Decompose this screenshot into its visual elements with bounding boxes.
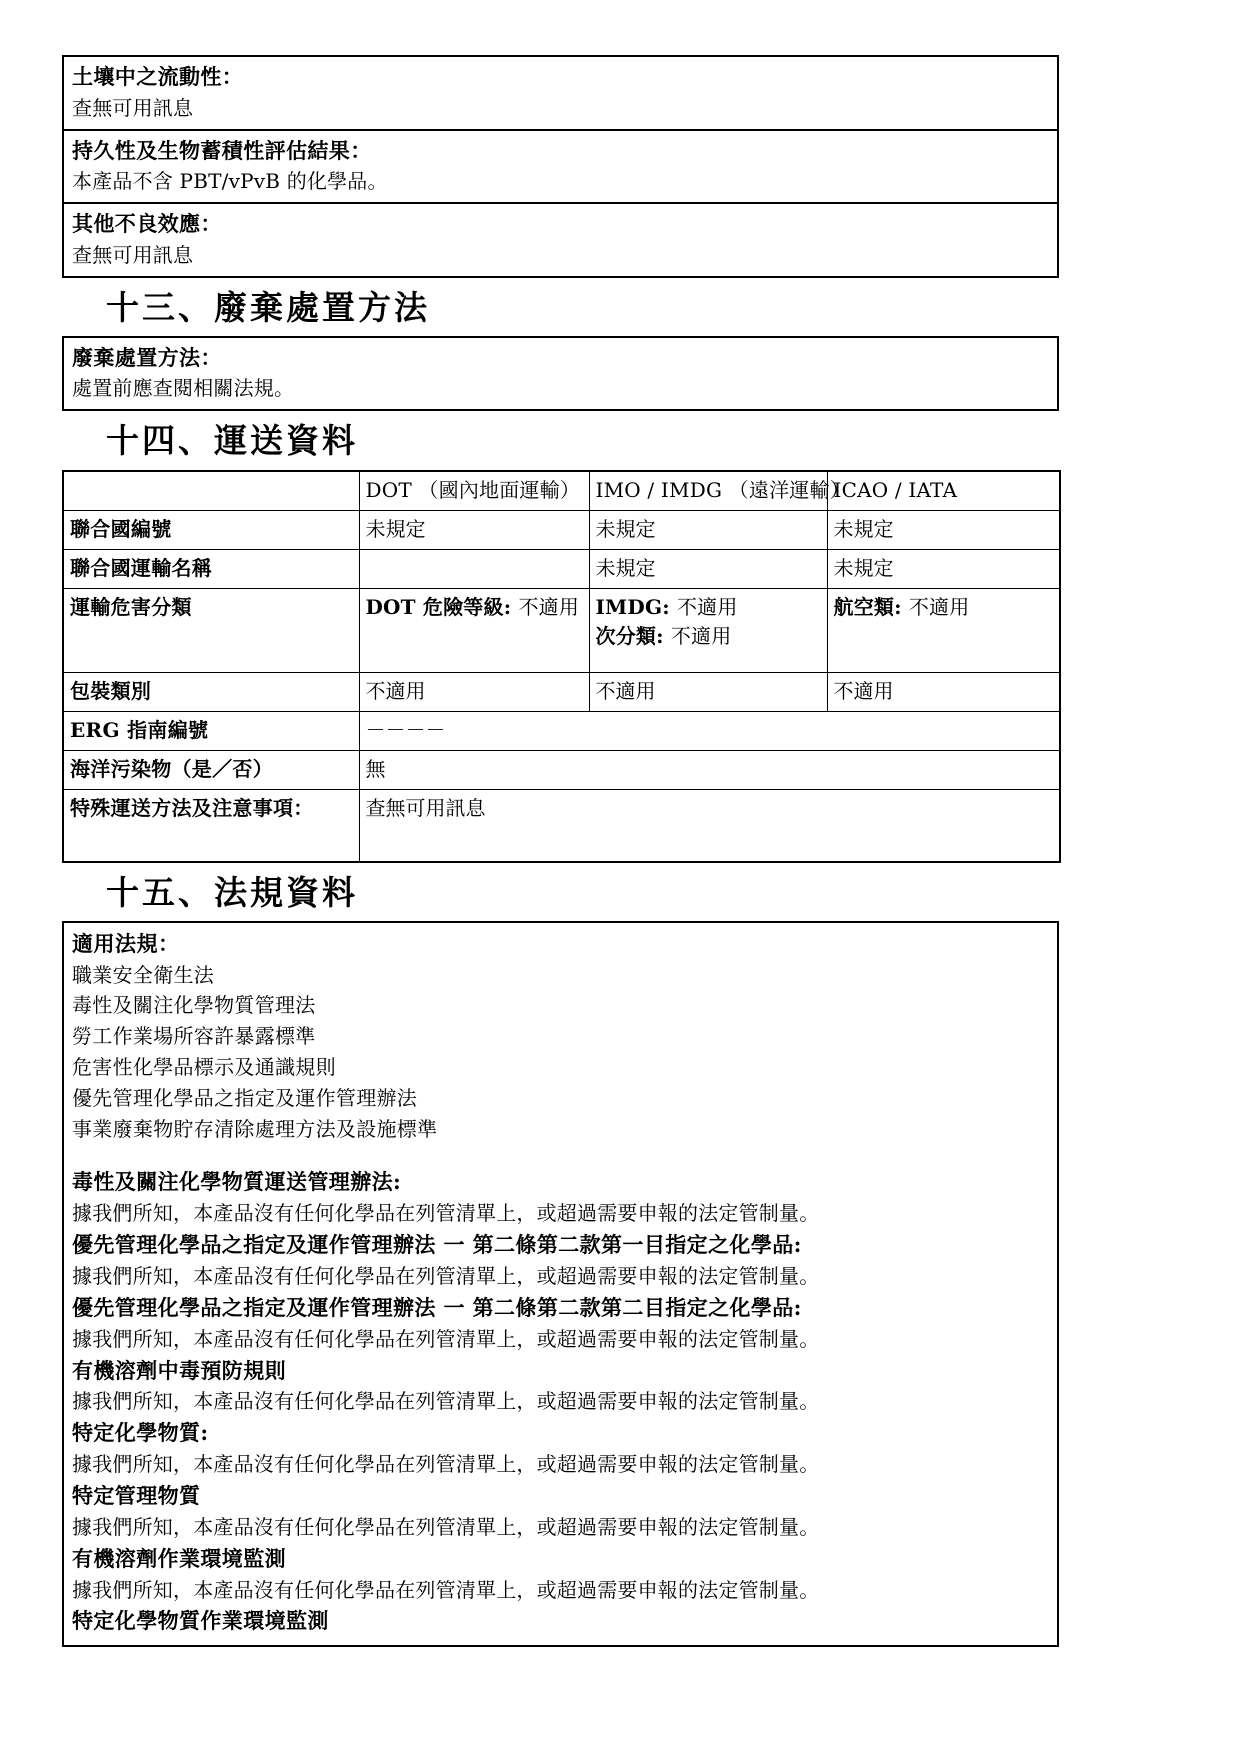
pbt-assessment-block xyxy=(62,131,1059,205)
soil-mobility-body: 查無可用訊息 xyxy=(72,95,194,120)
row-label-un-number: 聯合國編號 xyxy=(63,510,359,549)
ecological-info-blocks xyxy=(62,55,1059,278)
header-blank-cell xyxy=(63,471,359,511)
imdg-class-key: IMDG: xyxy=(595,594,670,619)
cell-marine-pollutant-value: 無 xyxy=(359,750,1060,789)
table-row xyxy=(63,549,1060,588)
transport-info-table xyxy=(62,470,1061,863)
cell-packing-group-dot: 不適用 xyxy=(359,672,589,711)
list-item: 事業廢棄物貯存清除處理方法及設施標準 xyxy=(72,1116,438,1141)
table-row xyxy=(63,750,1060,789)
icao-class-value: 不適用 xyxy=(908,594,970,619)
regulation-heading: 有機溶劑中毒預防規則 xyxy=(72,1357,286,1383)
pbt-assessment-body: 本產品不含 PBT/vPvB 的化學品。 xyxy=(72,169,388,193)
cell-special-transport-value: 查無可用訊息 xyxy=(359,789,1060,862)
regulation-answer: 據我們所知，本產品沒有任何化學品在列管清單上，或超過需要申報的法定管制量。 xyxy=(72,1201,820,1226)
paragraph-spacer xyxy=(72,1144,1049,1166)
disposal-method-body: 處置前應查閱相關法規。 xyxy=(72,376,295,401)
pbt-assessment-title: 持久性及生物蓄積性評估結果： xyxy=(72,137,372,163)
table-row xyxy=(63,672,1060,711)
table-row xyxy=(63,789,1060,862)
other-adverse-effects-title: 其他不良效應： xyxy=(72,211,222,236)
header-dot: DOT （國內地面運輸） xyxy=(359,471,589,511)
section-14-heading: 十四、運送資料 xyxy=(106,421,358,461)
cell-un-number-imdg: 未規定 xyxy=(589,510,827,549)
cell-shipping-name-dot xyxy=(359,549,589,588)
regulation-answer: 據我們所知，本產品沒有任何化學品在列管清單上，或超過需要申報的法定管制量。 xyxy=(72,1389,820,1414)
regulation-answer: 據我們所知，本產品沒有任何化學品在列管清單上，或超過需要申報的法定管制量。 xyxy=(72,1264,820,1289)
disposal-method-title: 廢棄處置方法： xyxy=(72,344,222,370)
row-label-packing-group: 包裝類別 xyxy=(63,672,359,711)
row-label-marine-pollutant: 海洋污染物（是／否） xyxy=(63,750,359,789)
list-item: 危害性化學品標示及通識規則 xyxy=(72,1055,336,1080)
regulation-heading: 特定化學物質: xyxy=(72,1420,209,1446)
regulation-answer: 據我們所知，本產品沒有任何化學品在列管清單上，或超過需要申報的法定管制量。 xyxy=(72,1452,820,1477)
dot-class-key: DOT 危險等級: xyxy=(365,594,512,619)
list-item: 職業安全衛生法 xyxy=(72,962,215,987)
icao-class-key: 航空類: xyxy=(833,594,902,619)
header-imdg: IMO / IMDG （遠洋運輸） xyxy=(589,471,827,511)
imdg-subclass-value: 不適用 xyxy=(670,623,732,648)
row-label-un-shipping-name: 聯合國運輸名稱 xyxy=(63,549,359,588)
other-adverse-effects-block xyxy=(62,204,1059,278)
regulation-heading: 優先管理化學品之指定及運作管理辦法 一 第二條第二款第一目指定之化學品: xyxy=(72,1232,802,1258)
imdg-subclass-key: 次分類: xyxy=(595,623,664,648)
cell-hazard-class-dot xyxy=(359,588,589,672)
applicable-laws-title: 適用法規： xyxy=(72,930,180,956)
section-13-heading: 十三、廢棄處置方法 xyxy=(106,287,430,327)
cell-shipping-name-imdg: 未規定 xyxy=(589,549,827,588)
cell-un-number-dot: 未規定 xyxy=(359,510,589,549)
imdg-class-value: 不適用 xyxy=(676,594,738,619)
regulation-answer: 據我們所知，本產品沒有任何化學品在列管清單上，或超過需要申報的法定管制量。 xyxy=(72,1514,820,1539)
cell-hazard-class-imdg xyxy=(589,588,827,672)
soil-mobility-title: 土壤中之流動性： xyxy=(72,64,244,89)
cell-un-number-icao: 未規定 xyxy=(827,510,1060,549)
regulation-heading: 特定管理物質 xyxy=(72,1482,201,1508)
disposal-method-block xyxy=(62,336,1059,412)
regulatory-info-block xyxy=(62,921,1059,1648)
cell-packing-group-icao: 不適用 xyxy=(827,672,1060,711)
cell-packing-group-imdg: 不適用 xyxy=(589,672,827,711)
soil-mobility-block xyxy=(62,55,1059,131)
list-item: 勞工作業場所容許暴露標準 xyxy=(72,1024,316,1049)
regulation-heading: 有機溶劑作業環境監測 xyxy=(72,1545,286,1571)
list-item: 毒性及關注化學物質管理法 xyxy=(72,993,316,1018)
row-label-special-transport: 特殊運送方法及注意事項： xyxy=(63,789,359,862)
cell-hazard-class-icao xyxy=(827,588,1060,672)
row-label-hazard-class: 運輸危害分類 xyxy=(63,588,359,672)
section-15-heading: 十五、法規資料 xyxy=(106,872,358,912)
table-row xyxy=(63,510,1060,549)
row-label-erg-number: ERG 指南編號 xyxy=(63,711,359,750)
dot-class-value: 不適用 xyxy=(518,594,580,619)
regulation-heading: 毒性及關注化學物質運送管理辦法: xyxy=(72,1169,402,1195)
table-row xyxy=(63,711,1060,750)
regulation-heading: 特定化學物質作業環境監測 xyxy=(72,1608,329,1634)
table-header-row xyxy=(63,471,1060,511)
table-row xyxy=(63,588,1060,672)
list-item: 優先管理化學品之指定及運作管理辦法 xyxy=(72,1085,418,1110)
regulation-answer: 據我們所知，本產品沒有任何化學品在列管清單上，或超過需要申報的法定管制量。 xyxy=(72,1326,820,1351)
cell-shipping-name-icao: 未規定 xyxy=(827,549,1060,588)
regulation-heading: 優先管理化學品之指定及運作管理辦法 一 第二條第二款第二目指定之化學品: xyxy=(72,1294,802,1320)
header-icao: ICAO / IATA xyxy=(827,471,1060,511)
regulation-answer: 據我們所知，本產品沒有任何化學品在列管清單上，或超過需要申報的法定管制量。 xyxy=(72,1577,820,1602)
cell-erg-number-value: －－－－ xyxy=(359,711,1060,750)
other-adverse-effects-body: 查無可用訊息 xyxy=(72,242,194,267)
